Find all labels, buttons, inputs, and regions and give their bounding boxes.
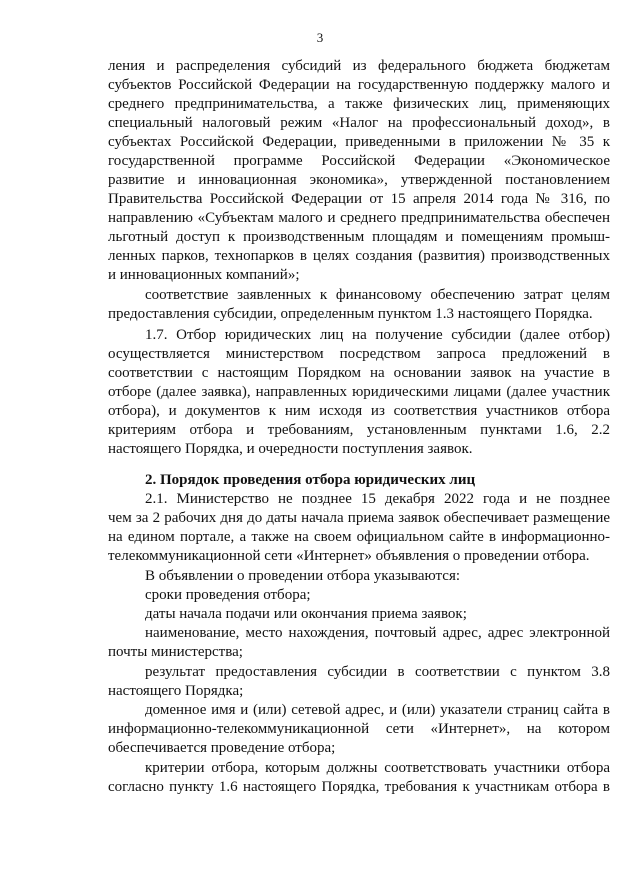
text-line: отборе (далее заявка), направленных юридическими лицами (далее участник — [108, 384, 610, 400]
text-line: почты министерства; — [108, 644, 243, 660]
text-line: согласно пункту 1.6 настоящего Порядка, требования к участникам отбора в — [108, 779, 610, 795]
text-line: льготный доступ к производственным площадям и помещениям промыш- — [108, 229, 610, 245]
text-line: Правительства Российской Федерации от 15 апреля 2014 года № 316, по — [108, 191, 610, 207]
text-line: 1.7. Отбор юридических лиц на получение субсидии (далее отбор) — [145, 327, 610, 343]
text-line: настоящего Порядка, и очередности поступления заявок. — [108, 441, 473, 457]
text-line: соответствии с настоящим Порядком на основании заявок на участие в — [108, 365, 610, 381]
text-line: критерии отбора, которым должны соответствовать участники отбора — [145, 760, 610, 776]
text-line: предоставления субсидии, определенным пунктом 1.3 настоящего Порядка. — [108, 306, 593, 322]
section-heading: 2. Порядок проведения отбора юридических лиц — [145, 472, 476, 488]
text-line: субъектах Российской Федерации, приведенными в приложении № 35 к — [108, 134, 610, 150]
text-line: осуществляется министерством посредством запроса предложений в — [108, 346, 610, 362]
text-line: настоящего Порядка; — [108, 683, 244, 699]
text-line: результат предоставления субсидии в соответствии с пунктом 3.8 — [145, 664, 610, 680]
text-line: специальный налоговый режим «Налог на профессиональный доход», в — [108, 115, 610, 131]
text-line: даты начала подачи или окончания приема заявок; — [145, 606, 467, 622]
text-line: развитие и инновационная экономика», утвержденной постановлением — [108, 172, 610, 188]
page-number: 3 — [316, 30, 324, 45]
text-line: направлению «Субъектам малого и среднего предпринимательства обеспечен — [108, 210, 610, 226]
text-line: информационно-телекоммуникационной сети «Интернет», на котором — [108, 721, 610, 737]
text-line: обеспечивается проведение отбора; — [108, 740, 336, 756]
text-line: критериям отбора и требованиям, установленным пунктами 1.6, 2.2 — [108, 422, 610, 438]
text-line: сроки проведения отбора; — [145, 587, 311, 603]
text-line: наименование, место нахождения, почтовый адрес, адрес электронной — [145, 625, 610, 641]
text-line: субъектов Российской Федерации на государственную поддержку малого и — [108, 77, 610, 93]
text-line: ления и распределения субсидий из федерального бюджета бюджетам — [108, 58, 610, 74]
text-line: на едином портале, а также на своем официальном сайте в информационно- — [108, 529, 610, 545]
text-line: 2.1. Министерство не позднее 15 декабря 2022 года и не позднее — [145, 491, 610, 507]
text-line: ленных парков, технопарков в целях создания (развития) производственных — [108, 248, 610, 264]
text-line: телекоммуникационной сети «Интернет» объявления о проведении отбора. — [108, 548, 590, 564]
text-line: отбора), и документов к ним исходя из соответствия участников отбора — [108, 403, 610, 419]
text-line: государственной программе Российской Федерации «Экономическое — [108, 153, 610, 169]
text-line: и инновационных компаний»; — [108, 267, 300, 283]
text-line: В объявлении о проведении отбора указываются: — [145, 568, 461, 584]
text-line: среднего предпринимательства, а также физических лиц, применяющих — [108, 96, 610, 112]
text-line: чем за 2 рабочих дня до даты начала приема заявок обеспечивает размещение — [108, 510, 610, 526]
text-line: доменное имя и (или) сетевой адрес, и (или) указатели страниц сайта в — [145, 702, 610, 718]
text-line: соответствие заявленных к финансовому обеспечению затрат целям — [145, 287, 610, 303]
